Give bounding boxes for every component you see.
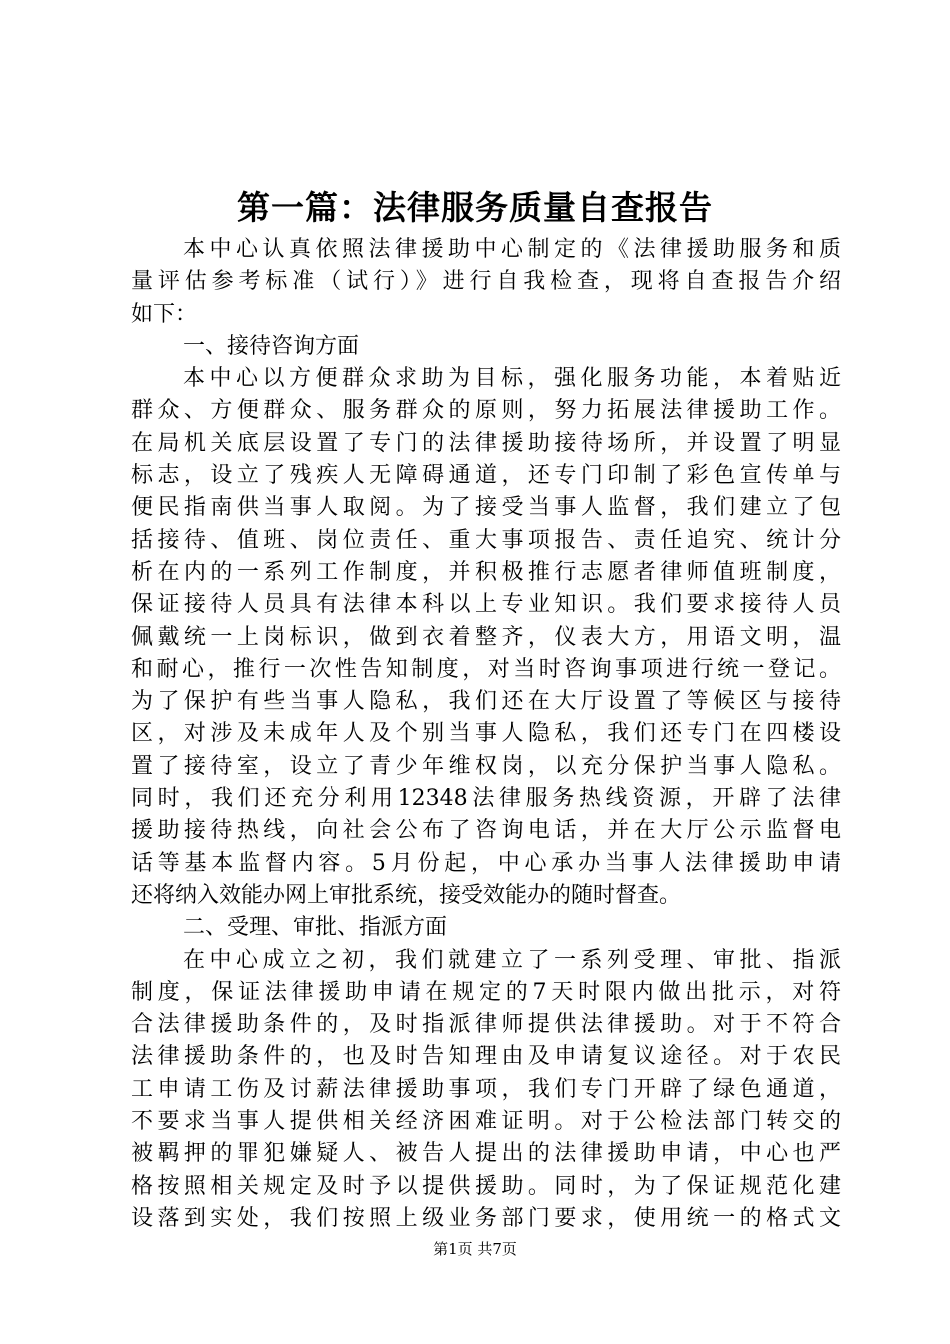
text-line: 保证接待人员具有法律本科以上专业知识。我们要求接待人员 xyxy=(131,592,841,618)
text-line: 群众、方便群众、服务群众的原则，努力拓展法律援助工作。 xyxy=(131,398,841,424)
text-line: 在中心成立之初，我们就建立了一系列受理、审批、指派 xyxy=(183,947,841,973)
text-line: 设落到实处，我们按照上级业务部门要求，使用统一的格式文 xyxy=(131,1205,841,1231)
text-line: 括接待、值班、岗位责任、重大事项报告、责任追究、统计分 xyxy=(131,527,841,553)
text-line: 置了接待室，设立了青少年维权岗，以充分保护当事人隐私。 xyxy=(131,753,841,779)
text-line: 本中心以方便群众求助为目标，强化服务功能，本着贴近 xyxy=(183,366,841,392)
text-line: 如下： xyxy=(131,301,198,327)
page-footer: 第1页 共7页 xyxy=(433,1240,517,1258)
section-heading: 一、接待咨询方面 xyxy=(183,333,360,359)
text-line: 不要求当事人提供相关经济困难证明。对于公检法部门转交的 xyxy=(131,1109,841,1135)
text-line: 在局机关底层设置了专门的法律援助接待场所，并设置了明显 xyxy=(131,430,841,456)
text-line: 析在内的一系列工作制度，并积极推行志愿者律师值班制度， xyxy=(131,559,841,585)
section-heading: 二、受理、审批、指派方面 xyxy=(183,915,448,941)
text-line: 合法律援助条件的，及时指派律师提供法律援助。对于不符合 xyxy=(131,1012,841,1038)
text-line: 区，对涉及未成年人及个别当事人隐私，我们还专门在四楼设 xyxy=(131,721,841,747)
text-line: 便民指南供当事人取阅。为了接受当事人监督，我们建立了包 xyxy=(131,495,841,521)
text-line: 话等基本监督内容。5月份起，中心承办当事人法律援助申请 xyxy=(131,850,841,876)
text-line: 工申请工伤及讨薪法律援助事项，我们专门开辟了绿色通道， xyxy=(131,1076,841,1102)
text-line: 援助接待热线，向社会公布了咨询电话，并在大厅公示监督电 xyxy=(131,818,841,844)
text-line: 佩戴统一上岗标识，做到衣着整齐，仪表大方，用语文明，温 xyxy=(131,624,841,650)
text-line: 同时，我们还充分利用12348法律服务热线资源，开辟了法律 xyxy=(131,786,841,812)
text-line: 格按照相关规定及时予以提供援助。同时，为了保证规范化建 xyxy=(131,1173,841,1199)
text-line: 为了保护有些当事人隐私，我们还在大厅设置了等候区与接待 xyxy=(131,689,841,715)
text-line: 被羁押的罪犯嫌疑人、被告人提出的法律援助申请，中心也严 xyxy=(131,1141,841,1167)
text-line: 法律援助条件的，也及时告知理由及申请复议途径。对于农民 xyxy=(131,1044,841,1070)
text-line: 标志，设立了残疾人无障碍通道，还专门印制了彩色宣传单与 xyxy=(131,463,841,489)
text-line: 量评估参考标准（试行）》进行自我检查，现将自查报告介绍 xyxy=(131,269,841,295)
text-line: 制度，保证法律援助申请在规定的7天时限内做出批示，对符 xyxy=(131,979,841,1005)
text-line: 和耐心，推行一次性告知制度，对当时咨询事项进行统一登记。 xyxy=(131,656,841,682)
document-title: 第一篇：法律服务质量自查报告 xyxy=(237,188,713,227)
text-line: 还将纳入效能办网上审批系统，接受效能办的随时督查。 xyxy=(131,882,682,908)
document-body xyxy=(131,234,841,1235)
text-line: 本中心认真依照法律援助中心制定的《法律援助服务和质 xyxy=(183,237,841,262)
